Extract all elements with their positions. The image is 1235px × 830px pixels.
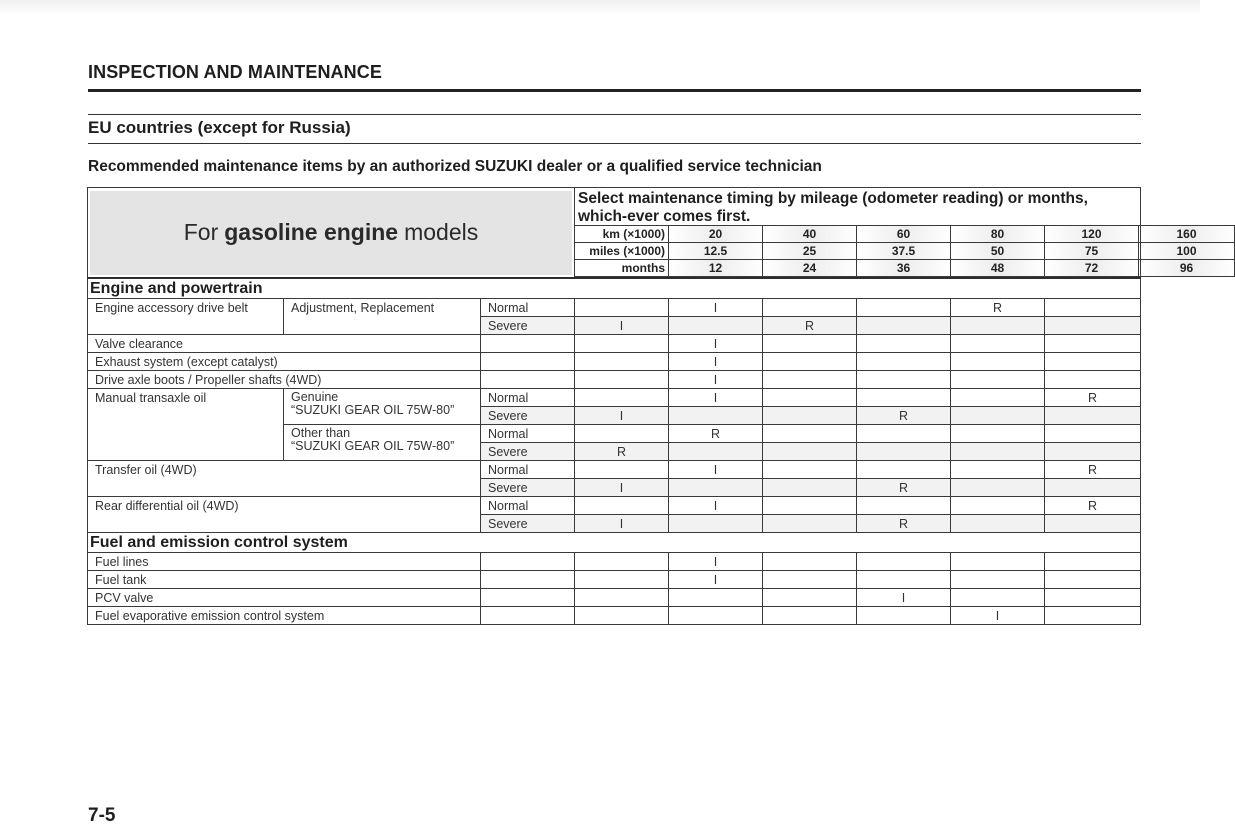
intro-text: Recommended maintenance items by an authorized SUZUKI dealer or a qualified service technician	[88, 158, 822, 175]
model-label: For gasoline engine models	[90, 191, 572, 275]
schedule-cell	[951, 479, 1045, 497]
miles-value: 50	[951, 243, 1045, 260]
schedule-cell: R	[1045, 389, 1141, 407]
schedule-cell	[763, 479, 857, 497]
schedule-cell	[1045, 299, 1141, 317]
schedule-cell	[575, 389, 669, 407]
schedule-cell	[1045, 335, 1141, 353]
schedule-cell: R	[669, 425, 763, 443]
schedule-cell	[1045, 589, 1141, 607]
region-rule-top	[88, 114, 1141, 115]
schedule-cell	[951, 553, 1045, 571]
schedule-cell: I	[669, 461, 763, 479]
schedule-cell: I	[669, 335, 763, 353]
category-fuel-emission: Fuel and emission control system	[88, 533, 1141, 553]
condition-cell	[481, 353, 575, 371]
schedule-cell	[857, 389, 951, 407]
schedule-cell	[763, 589, 857, 607]
schedule-cell	[1045, 571, 1141, 589]
maintenance-table	[87, 187, 1197, 625]
table-header-row	[88, 188, 1141, 279]
miles-value: 25	[763, 243, 857, 260]
item-name: Drive axle boots / Propeller shafts (4WD)	[88, 371, 481, 389]
months-value: 12	[669, 260, 763, 277]
condition-normal: Normal	[481, 389, 575, 407]
miles-value: 12.5	[669, 243, 763, 260]
schedule-cell: R	[857, 479, 951, 497]
table-row	[88, 461, 1141, 479]
condition-severe: Severe	[481, 479, 575, 497]
schedule-cell	[669, 479, 763, 497]
months-value: 96	[1139, 260, 1235, 277]
schedule-cell: I	[575, 515, 669, 533]
schedule-cell	[575, 589, 669, 607]
schedule-cell	[1045, 317, 1141, 335]
condition-cell	[481, 571, 575, 589]
condition-severe: Severe	[481, 515, 575, 533]
schedule-cell	[951, 461, 1045, 479]
model-label-cell	[88, 188, 575, 279]
schedule-cell	[951, 425, 1045, 443]
condition-cell	[481, 553, 575, 571]
schedule-cell	[1045, 443, 1141, 461]
schedule-cell: I	[951, 607, 1045, 625]
item-spec: Other than “SUZUKI GEAR OIL 75W-80”	[284, 425, 481, 461]
section-rule	[88, 89, 1141, 92]
km-value: 120	[1045, 226, 1139, 243]
condition-severe: Severe	[481, 443, 575, 461]
schedule-cell	[669, 407, 763, 425]
schedule-cell: I	[669, 497, 763, 515]
item-spec: Genuine “SUZUKI GEAR OIL 75W-80”	[284, 389, 481, 425]
table-row	[88, 589, 1141, 607]
condition-cell	[481, 589, 575, 607]
schedule-cell	[1045, 479, 1141, 497]
schedule-cell	[951, 335, 1045, 353]
condition-cell	[481, 335, 575, 353]
schedule-cell: R	[1045, 497, 1141, 515]
schedule-cell: R	[951, 299, 1045, 317]
months-value: 24	[763, 260, 857, 277]
schedule-cell: R	[857, 515, 951, 533]
schedule-cell	[763, 571, 857, 589]
schedule-cell	[669, 589, 763, 607]
schedule-cell: I	[669, 299, 763, 317]
schedule-cell: I	[575, 479, 669, 497]
schedule-cell: I	[575, 407, 669, 425]
schedule-cell	[763, 335, 857, 353]
schedule-cell	[951, 389, 1045, 407]
schedule-cell: R	[763, 317, 857, 335]
schedule-cell	[763, 299, 857, 317]
schedule-cell: R	[857, 407, 951, 425]
schedule-cell	[575, 461, 669, 479]
schedule-cell	[857, 299, 951, 317]
schedule-cell	[763, 425, 857, 443]
schedule-cell	[951, 407, 1045, 425]
schedule-cell	[951, 371, 1045, 389]
condition-cell	[481, 371, 575, 389]
months-value: 48	[951, 260, 1045, 277]
item-name: Fuel evaporative emission control system	[88, 607, 481, 625]
km-row	[575, 226, 1235, 243]
table-row	[88, 389, 1141, 407]
condition-severe: Severe	[481, 317, 575, 335]
schedule-cell	[575, 571, 669, 589]
schedule-cell	[857, 607, 951, 625]
table-row	[88, 371, 1141, 389]
schedule-cell	[951, 515, 1045, 533]
item-spec: Adjustment, Replacement	[284, 299, 481, 335]
schedule-cell: I	[669, 371, 763, 389]
schedule-cell	[575, 299, 669, 317]
schedule-cell: R	[575, 443, 669, 461]
schedule-cell	[763, 607, 857, 625]
table-row	[88, 571, 1141, 589]
item-name: Engine accessory drive belt	[88, 299, 284, 335]
item-name: Exhaust system (except catalyst)	[88, 353, 481, 371]
miles-value: 75	[1045, 243, 1139, 260]
schedule-cell	[951, 443, 1045, 461]
condition-severe: Severe	[481, 407, 575, 425]
months-value: 36	[857, 260, 951, 277]
schedule-cell	[763, 389, 857, 407]
timing-heading: Select maintenance timing by mileage (odometer reading) or months, which-ever comes first.	[578, 190, 1088, 225]
schedule-cell	[1045, 607, 1141, 625]
category-row	[88, 278, 1141, 299]
schedule-cell	[669, 607, 763, 625]
item-name: Fuel lines	[88, 553, 481, 571]
item-name: PCV valve	[88, 589, 481, 607]
schedule-cell	[1045, 425, 1141, 443]
schedule-cell	[575, 607, 669, 625]
section-title: INSPECTION AND MAINTENANCE	[88, 62, 382, 82]
table-row	[88, 299, 1141, 317]
km-value: 80	[951, 226, 1045, 243]
schedule-cell	[857, 497, 951, 515]
item-name: Valve clearance	[88, 335, 481, 353]
schedule-cell	[1045, 407, 1141, 425]
schedule-cell	[1045, 515, 1141, 533]
schedule-cell	[575, 353, 669, 371]
km-value: 60	[857, 226, 951, 243]
schedule-cell	[1045, 371, 1141, 389]
miles-value: 37.5	[857, 243, 951, 260]
table-row	[88, 497, 1141, 515]
schedule-cell	[1045, 553, 1141, 571]
schedule-cell	[669, 317, 763, 335]
km-value: 40	[763, 226, 857, 243]
schedule-cell	[857, 335, 951, 353]
condition-normal: Normal	[481, 497, 575, 515]
schedule-cell	[951, 589, 1045, 607]
schedule-cell	[857, 317, 951, 335]
schedule-cell	[763, 553, 857, 571]
schedule-cell	[857, 371, 951, 389]
schedule-cell	[763, 497, 857, 515]
timing-header-cell	[575, 188, 1197, 279]
schedule-cell	[669, 515, 763, 533]
schedule-cell	[575, 425, 669, 443]
schedule-cell: I	[669, 353, 763, 371]
miles-row	[575, 243, 1235, 260]
condition-normal: Normal	[481, 299, 575, 317]
km-value: 20	[669, 226, 763, 243]
page-number: 7-5	[88, 805, 116, 826]
table-row	[88, 607, 1141, 625]
km-label: km (×1000)	[575, 226, 669, 243]
schedule-cell	[763, 407, 857, 425]
schedule-cell	[669, 443, 763, 461]
months-row	[575, 260, 1235, 277]
condition-normal: Normal	[481, 425, 575, 443]
schedule-cell	[951, 353, 1045, 371]
table-row	[88, 553, 1141, 571]
table-row	[88, 353, 1141, 371]
schedule-cell	[575, 371, 669, 389]
table-row	[88, 335, 1141, 353]
item-name: Manual transaxle oil	[88, 389, 284, 461]
condition-cell	[481, 607, 575, 625]
item-name: Transfer oil (4WD)	[88, 461, 481, 497]
interval-grid	[574, 225, 1235, 277]
item-name: Fuel tank	[88, 571, 481, 589]
schedule-cell	[857, 553, 951, 571]
schedule-cell	[763, 515, 857, 533]
schedule-cell	[763, 353, 857, 371]
category-row	[88, 533, 1141, 553]
miles-label: miles (×1000)	[575, 243, 669, 260]
schedule-cell	[575, 497, 669, 515]
schedule-cell	[951, 497, 1045, 515]
schedule-cell: I	[669, 389, 763, 407]
schedule-cell: I	[575, 317, 669, 335]
schedule-cell	[951, 571, 1045, 589]
schedule-cell	[857, 443, 951, 461]
miles-value: 100	[1139, 243, 1235, 260]
item-name: Rear differential oil (4WD)	[88, 497, 481, 533]
schedule-cell	[575, 335, 669, 353]
schedule-cell	[857, 353, 951, 371]
schedule-cell	[763, 461, 857, 479]
schedule-cell	[857, 425, 951, 443]
schedule-cell	[951, 317, 1045, 335]
months-value: 72	[1045, 260, 1139, 277]
region-rule-bottom	[88, 143, 1141, 144]
condition-normal: Normal	[481, 461, 575, 479]
schedule-cell	[763, 443, 857, 461]
schedule-cell: I	[669, 553, 763, 571]
schedule-cell: I	[669, 571, 763, 589]
region-title: EU countries (except for Russia)	[88, 118, 351, 137]
schedule-cell	[1045, 353, 1141, 371]
schedule-cell	[763, 371, 857, 389]
schedule-cell	[857, 461, 951, 479]
schedule-cell: I	[857, 589, 951, 607]
schedule-cell	[857, 571, 951, 589]
schedule-cell	[575, 553, 669, 571]
km-value: 160	[1139, 226, 1235, 243]
category-engine-powertrain: Engine and powertrain	[88, 278, 1141, 299]
months-label: months	[575, 260, 669, 277]
schedule-cell: R	[1045, 461, 1141, 479]
page-top-shading	[0, 0, 1200, 14]
